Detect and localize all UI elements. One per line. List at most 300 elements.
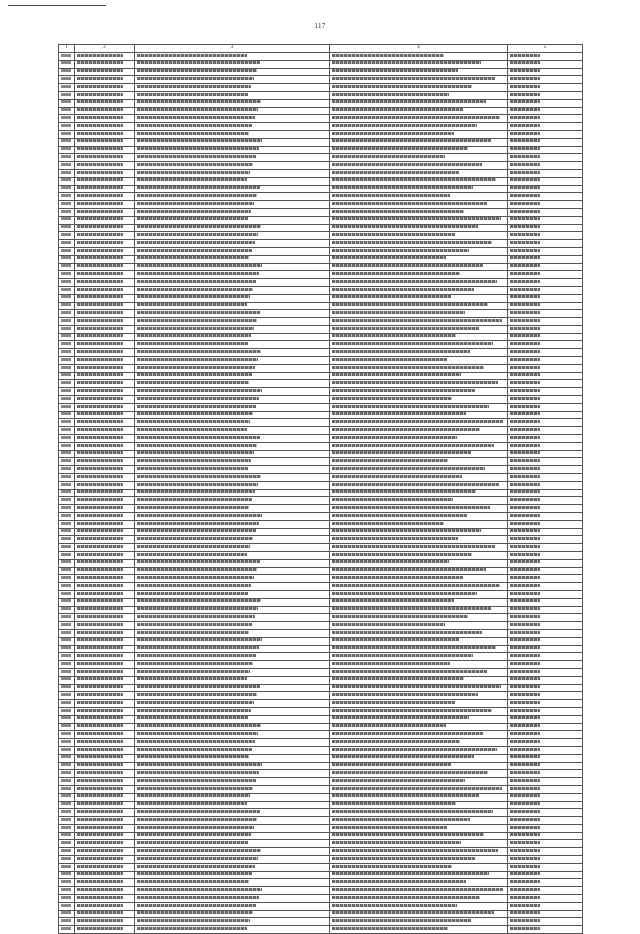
illegible-text-placeholder [137, 810, 260, 813]
table-cell [330, 232, 508, 240]
illegible-text-placeholder [137, 85, 251, 88]
illegible-text-placeholder [61, 537, 71, 540]
table-cell [59, 887, 75, 895]
table-row [59, 193, 583, 201]
illegible-text-placeholder [137, 771, 259, 774]
illegible-text-placeholder [77, 568, 123, 571]
table-cell [508, 349, 583, 357]
illegible-text-placeholder [61, 241, 71, 244]
illegible-text-placeholder [510, 709, 540, 712]
illegible-text-placeholder [61, 319, 71, 322]
table-cell [75, 185, 135, 193]
table-row [59, 208, 583, 216]
illegible-text-placeholder [510, 646, 540, 649]
table-cell [59, 91, 75, 99]
illegible-text-placeholder [137, 553, 247, 556]
illegible-text-placeholder [61, 865, 71, 868]
table-cell [75, 286, 135, 294]
illegible-text-placeholder [510, 701, 540, 704]
table-cell [330, 918, 508, 926]
illegible-text-placeholder [77, 849, 123, 852]
illegible-text-placeholder [77, 677, 123, 680]
illegible-text-placeholder [137, 841, 248, 844]
table-row [59, 310, 583, 318]
table-cell [59, 138, 75, 146]
table-cell [508, 817, 583, 825]
illegible-text-placeholder [510, 334, 540, 337]
table-cell [75, 552, 135, 560]
illegible-text-placeholder [77, 280, 123, 283]
table-cell [330, 388, 508, 396]
illegible-text-placeholder [332, 927, 448, 930]
illegible-text-placeholder [332, 841, 461, 844]
illegible-text-placeholder [137, 61, 260, 64]
illegible-text-placeholder [510, 522, 540, 525]
illegible-text-placeholder [332, 319, 502, 322]
table-row [59, 692, 583, 700]
table-cell [330, 723, 508, 731]
table-row [59, 552, 583, 560]
table-cell [75, 863, 135, 871]
table-cell [59, 668, 75, 676]
table-row [59, 411, 583, 419]
illegible-text-placeholder [61, 108, 71, 111]
table-cell [330, 201, 508, 209]
table-cell [508, 754, 583, 762]
illegible-text-placeholder [510, 412, 540, 415]
illegible-text-placeholder [61, 740, 71, 743]
table-row [59, 162, 583, 170]
illegible-text-placeholder [77, 288, 123, 291]
table-row [59, 76, 583, 84]
illegible-text-placeholder [137, 740, 255, 743]
illegible-text-placeholder [137, 880, 249, 883]
table-cell [75, 559, 135, 567]
illegible-text-placeholder [332, 904, 457, 907]
illegible-text-placeholder [77, 865, 123, 868]
table-cell [330, 411, 508, 419]
table-cell [135, 817, 330, 825]
illegible-text-placeholder [61, 327, 71, 330]
table-cell [135, 294, 330, 302]
table-cell [135, 739, 330, 747]
table-row [59, 590, 583, 598]
table-cell [75, 653, 135, 661]
table-cell [508, 715, 583, 723]
table-cell [330, 341, 508, 349]
table-cell [508, 193, 583, 201]
illegible-text-placeholder [137, 467, 248, 470]
table-cell [135, 879, 330, 887]
table-row [59, 123, 583, 131]
illegible-text-placeholder [77, 303, 123, 306]
table-row [59, 832, 583, 840]
illegible-text-placeholder [510, 280, 540, 283]
table-cell [59, 427, 75, 435]
table-row [59, 887, 583, 895]
table-cell [135, 435, 330, 443]
table-row [59, 427, 583, 435]
table-cell [59, 123, 75, 131]
table-cell [75, 785, 135, 793]
table-row [59, 809, 583, 817]
table-cell [75, 497, 135, 505]
illegible-text-placeholder [77, 342, 123, 345]
illegible-text-placeholder [61, 904, 71, 907]
illegible-text-placeholder [77, 256, 123, 259]
illegible-text-placeholder [137, 677, 247, 680]
table-cell [75, 107, 135, 115]
illegible-text-placeholder [332, 763, 451, 766]
illegible-text-placeholder [332, 592, 477, 595]
table-cell [330, 590, 508, 598]
table-cell [508, 840, 583, 848]
table-cell [330, 513, 508, 521]
table-cell [508, 567, 583, 575]
table-cell [508, 871, 583, 879]
illegible-text-placeholder [137, 132, 249, 135]
illegible-text-placeholder [61, 646, 71, 649]
table-cell [135, 661, 330, 669]
illegible-text-placeholder [61, 927, 71, 930]
illegible-text-placeholder [61, 155, 71, 158]
table-cell [59, 325, 75, 333]
table-cell [330, 193, 508, 201]
illegible-text-placeholder [510, 755, 540, 758]
document-sheet [58, 44, 582, 934]
table-row [59, 115, 583, 123]
table-cell [75, 528, 135, 536]
table-cell [75, 458, 135, 466]
illegible-text-placeholder [332, 615, 468, 618]
illegible-text-placeholder [77, 171, 123, 174]
table-row [59, 107, 583, 115]
illegible-text-placeholder [77, 459, 123, 462]
illegible-text-placeholder [77, 428, 123, 431]
table-row [59, 754, 583, 762]
illegible-text-placeholder [510, 85, 540, 88]
illegible-text-placeholder [137, 888, 262, 891]
table-cell [330, 832, 508, 840]
table-cell [75, 575, 135, 583]
table-row [59, 505, 583, 513]
table-cell [75, 520, 135, 528]
table-cell [75, 53, 135, 61]
illegible-text-placeholder [77, 319, 123, 322]
table-cell [59, 590, 75, 598]
illegible-text-placeholder [332, 654, 473, 657]
table-cell [508, 770, 583, 778]
table-cell [75, 489, 135, 497]
table-cell [59, 856, 75, 864]
illegible-text-placeholder [137, 638, 262, 641]
table-cell [135, 622, 330, 630]
table-cell [75, 341, 135, 349]
table-cell [508, 598, 583, 606]
illegible-text-placeholder [61, 132, 71, 135]
table-cell [135, 279, 330, 287]
illegible-text-placeholder [61, 459, 71, 462]
illegible-text-placeholder [137, 904, 256, 907]
illegible-text-placeholder [61, 787, 71, 790]
illegible-text-placeholder [332, 724, 446, 727]
table-cell [508, 520, 583, 528]
illegible-text-placeholder [510, 498, 540, 501]
table-cell [59, 349, 75, 357]
table-cell [59, 676, 75, 684]
table-cell [59, 902, 75, 910]
illegible-text-placeholder [77, 896, 123, 899]
illegible-text-placeholder [77, 420, 123, 423]
table-cell [330, 107, 508, 115]
table-cell [508, 341, 583, 349]
table-cell [59, 115, 75, 123]
illegible-text-placeholder [77, 802, 123, 805]
illegible-text-placeholder [61, 677, 71, 680]
illegible-text-placeholder [77, 654, 123, 657]
table-row [59, 294, 583, 302]
table-cell [135, 466, 330, 474]
table-cell [135, 388, 330, 396]
illegible-text-placeholder [510, 311, 540, 314]
table-row [59, 169, 583, 177]
table-cell [75, 146, 135, 154]
table-cell [135, 746, 330, 754]
illegible-text-placeholder [332, 498, 453, 501]
table-cell [59, 333, 75, 341]
illegible-text-placeholder [61, 272, 71, 275]
illegible-text-placeholder [510, 888, 540, 891]
table-cell [330, 614, 508, 622]
table-cell [330, 754, 508, 762]
table-cell [330, 887, 508, 895]
illegible-text-placeholder [61, 77, 71, 80]
illegible-text-placeholder [77, 69, 123, 72]
illegible-text-placeholder [510, 919, 540, 922]
illegible-text-placeholder [510, 724, 540, 727]
illegible-text-placeholder [510, 295, 540, 298]
illegible-text-placeholder [61, 607, 71, 610]
table-cell [59, 778, 75, 786]
illegible-text-placeholder [137, 412, 253, 415]
illegible-text-placeholder [61, 592, 71, 595]
table-cell [135, 520, 330, 528]
illegible-text-placeholder [77, 124, 123, 127]
table-cell [135, 450, 330, 458]
illegible-text-placeholder [61, 233, 71, 236]
table-cell [75, 333, 135, 341]
illegible-text-placeholder [510, 108, 540, 111]
table-cell [59, 637, 75, 645]
table-cell [508, 201, 583, 209]
table-row [59, 536, 583, 544]
table-cell [135, 513, 330, 521]
table-cell [59, 598, 75, 606]
table-cell [75, 201, 135, 209]
table-cell [135, 162, 330, 170]
illegible-text-placeholder [61, 623, 71, 626]
illegible-text-placeholder [510, 342, 540, 345]
table-row [59, 817, 583, 825]
table-cell [135, 341, 330, 349]
table-cell [330, 505, 508, 513]
table-cell [59, 879, 75, 887]
table-cell [508, 778, 583, 786]
illegible-text-placeholder [77, 631, 123, 634]
illegible-text-placeholder [137, 139, 262, 142]
table-cell [330, 700, 508, 708]
table-cell [135, 216, 330, 224]
illegible-text-placeholder [510, 631, 540, 634]
illegible-text-placeholder [61, 490, 71, 493]
table-row [59, 614, 583, 622]
table-cell [330, 824, 508, 832]
illegible-text-placeholder [332, 646, 496, 649]
table-cell [508, 622, 583, 630]
illegible-text-placeholder [332, 662, 450, 665]
illegible-text-placeholder [77, 716, 123, 719]
table-cell [135, 497, 330, 505]
illegible-text-placeholder [510, 202, 540, 205]
table-cell [330, 622, 508, 630]
illegible-text-placeholder [510, 225, 540, 228]
illegible-text-placeholder [332, 428, 480, 431]
illegible-text-placeholder [77, 529, 123, 532]
illegible-text-placeholder [332, 857, 475, 860]
table-cell [75, 731, 135, 739]
illegible-text-placeholder [77, 475, 123, 478]
table-cell [75, 271, 135, 279]
table-cell [330, 450, 508, 458]
table-cell [508, 84, 583, 92]
illegible-text-placeholder [137, 303, 247, 306]
illegible-text-placeholder [137, 194, 257, 197]
illegible-text-placeholder [510, 194, 540, 197]
illegible-text-placeholder [332, 358, 447, 361]
table-cell [508, 474, 583, 482]
illegible-text-placeholder [510, 61, 540, 64]
illegible-text-placeholder [77, 810, 123, 813]
illegible-text-placeholder [61, 420, 71, 423]
table-row [59, 637, 583, 645]
table-cell [508, 926, 583, 934]
table-cell [59, 746, 75, 754]
illegible-text-placeholder [61, 61, 71, 64]
table-row [59, 879, 583, 887]
table-cell [508, 887, 583, 895]
illegible-text-placeholder [137, 256, 249, 259]
table-cell [508, 396, 583, 404]
illegible-text-placeholder [510, 288, 540, 291]
housing-repair-table [58, 44, 583, 934]
illegible-text-placeholder [510, 272, 540, 275]
table-cell [59, 801, 75, 809]
table-cell [330, 263, 508, 271]
illegible-text-placeholder [61, 724, 71, 727]
table-row [59, 739, 583, 747]
illegible-text-placeholder [77, 178, 123, 181]
table-cell [330, 746, 508, 754]
table-cell [135, 123, 330, 131]
illegible-text-placeholder [332, 288, 474, 291]
table-cell [135, 474, 330, 482]
table-cell [330, 185, 508, 193]
illegible-text-placeholder [137, 225, 261, 228]
illegible-text-placeholder [332, 833, 484, 836]
table-cell [508, 91, 583, 99]
table-cell [330, 279, 508, 287]
illegible-text-placeholder [77, 381, 123, 384]
table-row [59, 871, 583, 879]
illegible-text-placeholder [510, 467, 540, 470]
table-cell [75, 263, 135, 271]
table-cell [59, 575, 75, 583]
illegible-text-placeholder [137, 670, 250, 673]
illegible-text-placeholder [61, 568, 71, 571]
illegible-text-placeholder [510, 670, 540, 673]
table-row [59, 403, 583, 411]
table-cell [330, 169, 508, 177]
illegible-text-placeholder [137, 802, 247, 805]
table-cell [508, 138, 583, 146]
table-cell [508, 185, 583, 193]
illegible-text-placeholder [510, 124, 540, 127]
table-cell [330, 598, 508, 606]
illegible-text-placeholder [77, 405, 123, 408]
table-cell [135, 76, 330, 84]
illegible-text-placeholder [332, 171, 459, 174]
table-row [59, 458, 583, 466]
table-cell [135, 177, 330, 185]
table-row [59, 622, 583, 630]
illegible-text-placeholder [332, 568, 486, 571]
illegible-text-placeholder [77, 163, 123, 166]
illegible-text-placeholder [77, 880, 123, 883]
table-cell [75, 723, 135, 731]
illegible-text-placeholder [61, 779, 71, 782]
illegible-text-placeholder [510, 662, 540, 665]
illegible-text-placeholder [332, 755, 474, 758]
table-cell [59, 177, 75, 185]
table-cell [135, 60, 330, 68]
table-cell [508, 653, 583, 661]
table-cell [330, 325, 508, 333]
illegible-text-placeholder [61, 670, 71, 673]
illegible-text-placeholder [77, 857, 123, 860]
illegible-text-placeholder [137, 264, 262, 267]
illegible-text-placeholder [61, 373, 71, 376]
table-cell [508, 645, 583, 653]
illegible-text-placeholder [77, 327, 123, 330]
table-cell [508, 208, 583, 216]
table-cell [508, 263, 583, 271]
illegible-text-placeholder [61, 771, 71, 774]
illegible-text-placeholder [77, 833, 123, 836]
illegible-text-placeholder [332, 545, 495, 548]
illegible-text-placeholder [61, 498, 71, 501]
table-cell [330, 99, 508, 107]
table-cell [59, 169, 75, 177]
illegible-text-placeholder [510, 802, 540, 805]
illegible-text-placeholder [332, 802, 456, 805]
illegible-text-placeholder [77, 483, 123, 486]
illegible-text-placeholder [332, 249, 469, 252]
table-cell [135, 208, 330, 216]
table-cell [59, 723, 75, 731]
table-cell [59, 458, 75, 466]
illegible-text-placeholder [510, 233, 540, 236]
illegible-text-placeholder [332, 685, 501, 688]
